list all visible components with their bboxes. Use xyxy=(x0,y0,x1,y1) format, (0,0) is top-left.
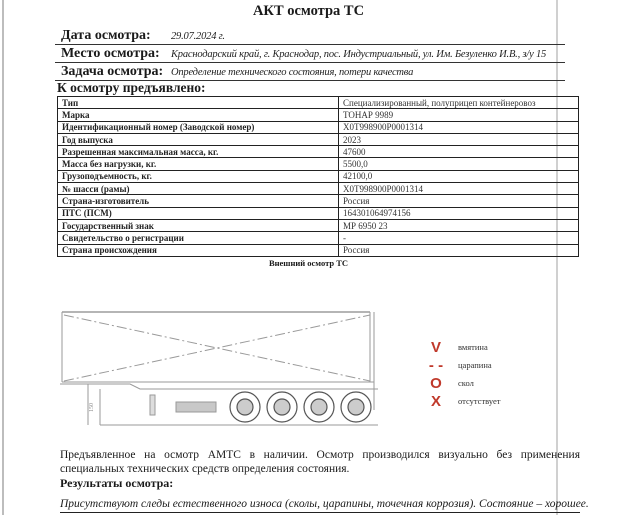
field-label: Место осмотра: xyxy=(61,46,160,61)
wheel-hub xyxy=(348,399,364,415)
spec-value: X0T998900P0001314 xyxy=(339,183,579,195)
spec-value: - xyxy=(339,232,579,244)
spec-value: Россия xyxy=(339,195,579,207)
chip-icon: O xyxy=(430,374,442,392)
field-value: Краснодарский край, г. Краснодар, пос. Индустриальный, ул. Им. Безуленко И.В., з/у 15 xyxy=(171,49,547,60)
table-row xyxy=(58,232,579,244)
spec-key: ПТС (ПСМ) xyxy=(58,207,339,219)
spec-key: Страна-изготовитель xyxy=(58,195,339,207)
table-row xyxy=(58,183,579,195)
wheel-hub xyxy=(237,399,253,415)
legend-item xyxy=(426,356,501,374)
table-row xyxy=(58,133,579,145)
results-label: Результаты осмотра: xyxy=(60,476,174,490)
spec-key: Идентификационный номер (Заводской номер) xyxy=(58,121,339,133)
toolbox xyxy=(176,402,216,412)
spec-key: № шасси (рамы) xyxy=(58,183,339,195)
spec-key: Год выпуска xyxy=(58,133,339,145)
legend-label: скол xyxy=(458,378,474,388)
spec-key: Свидетельство о регистрации xyxy=(58,232,339,244)
spec-key: Грузоподъемность, кг. xyxy=(58,170,339,182)
paragraph-line: Предъявленное на осмотр АМТС в наличии. Осмотр производился визуально без применения xyxy=(60,449,580,461)
wheel-hub xyxy=(311,399,327,415)
spec-value: Россия xyxy=(339,244,579,256)
table-row xyxy=(58,146,579,158)
spec-value: 164301064974156 xyxy=(339,207,579,219)
dent-icon: V xyxy=(430,338,441,356)
missing-icon: X xyxy=(430,392,441,410)
legend-item xyxy=(426,392,501,410)
table-row xyxy=(58,207,579,219)
spec-key: Государственный знак xyxy=(58,219,339,231)
legend-item xyxy=(426,338,501,356)
table-row xyxy=(58,244,579,256)
trailer-diagram xyxy=(60,300,405,440)
spec-key: Марка xyxy=(58,109,339,121)
wheel-hub xyxy=(274,399,290,415)
scratch-icon: - - xyxy=(428,356,444,374)
paragraph-line: специальных технических средств определения состояния. xyxy=(60,463,350,475)
results-text: Присутствуют следы естественного износа (сколы, царапины, точечная коррозия). Состояние – хорошее. xyxy=(60,497,580,513)
field-value: 29.07.2024 г. xyxy=(171,31,225,42)
chassis-frame xyxy=(90,384,378,389)
spec-value: X0T998900P0001314 xyxy=(339,121,579,133)
damage-legend xyxy=(426,338,501,410)
legend-label: вмятина xyxy=(458,342,488,352)
table-row xyxy=(58,170,579,182)
spec-key: Тип xyxy=(58,97,339,109)
presented-heading: К осмотру предъявлено: xyxy=(57,80,206,95)
field-place xyxy=(55,44,565,63)
field-task xyxy=(55,62,565,81)
spec-value: 42100,0 xyxy=(339,170,579,182)
spec-value: 2023 xyxy=(339,133,579,145)
vehicle-specs-table xyxy=(57,96,579,257)
field-label: Дата осмотра: xyxy=(61,28,151,43)
legend-label: отсутствует xyxy=(458,396,501,406)
spec-value: МР 6950 23 xyxy=(339,219,579,231)
spec-value: 47600 xyxy=(339,146,579,158)
spec-key: Страна происхождения xyxy=(58,244,339,256)
field-label: Задача осмотра: xyxy=(61,64,164,79)
spec-value: 5500,0 xyxy=(339,158,579,170)
external-inspection-title: Внешний осмотр ТС xyxy=(268,258,349,268)
dimension-label: 150 xyxy=(89,403,95,412)
table-row xyxy=(58,109,579,121)
spec-key: Масса без нагрузки, кг. xyxy=(58,158,339,170)
wheels xyxy=(230,392,371,422)
document-title: АКТ осмотра ТС xyxy=(252,3,365,19)
spec-value: Специализированный, полуприцеп контейнеровоз xyxy=(339,97,579,109)
field-value: Определение технического состояния, потери качества xyxy=(171,67,414,78)
legend-item xyxy=(426,374,501,392)
table-row xyxy=(58,195,579,207)
field-date xyxy=(55,26,565,45)
legend-label: царапина xyxy=(458,360,492,370)
inspection-paragraph xyxy=(60,448,580,476)
table-row xyxy=(58,97,579,109)
table-row xyxy=(58,158,579,170)
table-row xyxy=(58,219,579,231)
table-row xyxy=(58,121,579,133)
spec-key: Разрешенная максимальная масса, кг. xyxy=(58,146,339,158)
spec-value: ТОНАР 9989 xyxy=(339,109,579,121)
landing-gear xyxy=(150,395,155,415)
